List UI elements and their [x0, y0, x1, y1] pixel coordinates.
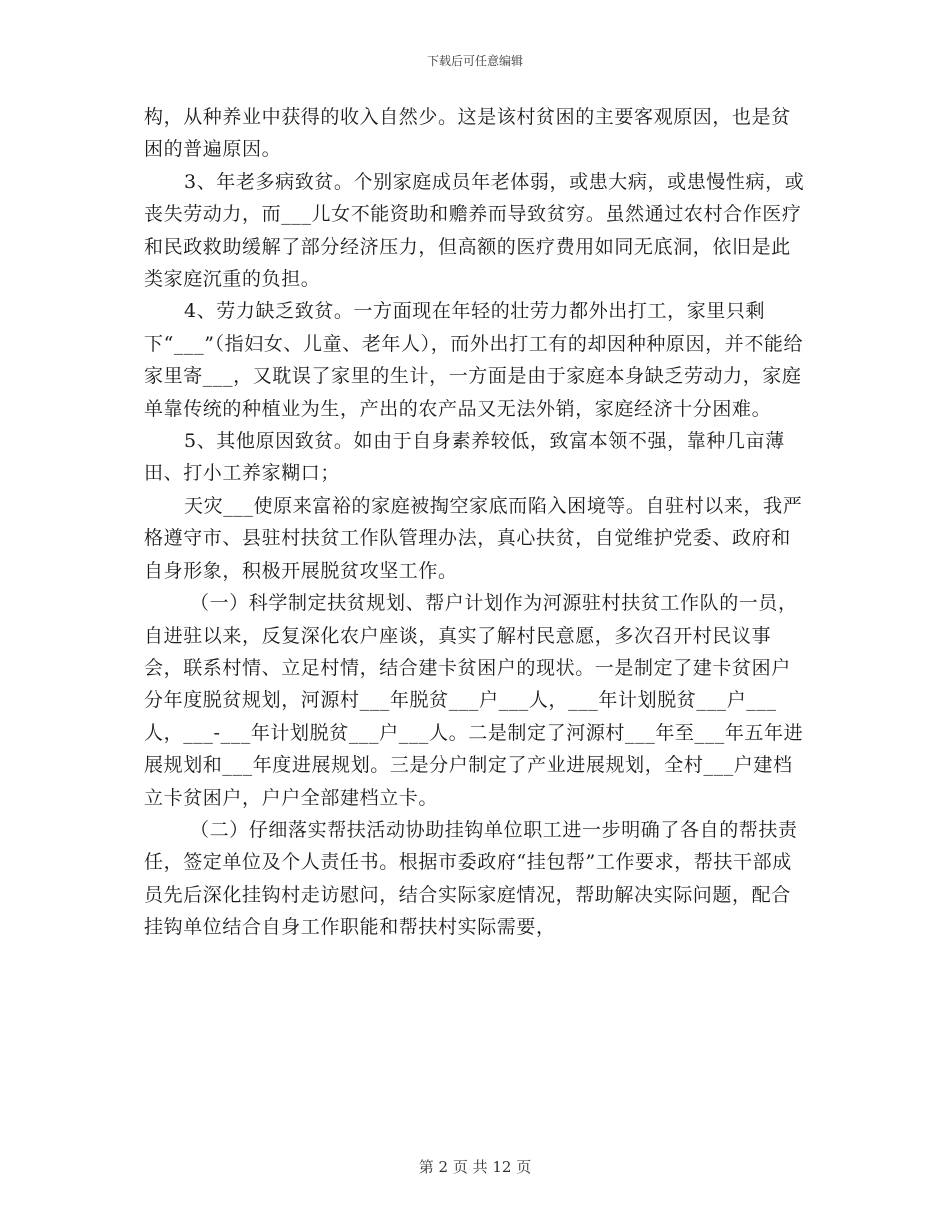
paragraph-elderly-illness: 3、年老多病致贫。个别家庭成员年老体弱，或患大病，或患慢性病，或丧失劳动力，而___儿女不能资助和赡养而导致贫穷。虽然通过农村合作医疗和民政救助缓解了部分经济压力，但高额的医疗费用如同无底洞，依旧是此类家庭沉重的负担。 — [144, 170, 805, 291]
paragraph-section-one: （一）科学制定扶贫规划、帮户计划作为河源驻村扶贫工作队的一员，自进驻以来，反复深化农户座谈，真实了解村民意愿，多次召开村民议事会，联系村情、立足村情，结合建卡贫困户的现状。一是制定了建卡贫困户分年度脱贫规划，河源村___年脱贫___户___人，___年计划脱贫___户___人，___-___年计划脱贫___户___人。二是制定了河源村___年至___年五年进展规划和___年度进展规划。三是分户制定了产业进展规划，全村___户建档立卡贫困户，户户全部建档立卡。 — [144, 592, 804, 809]
document-body — [144, 101, 809, 944]
page-number: 第 2 页 共 12 页 — [418, 1158, 532, 1176]
paragraph-continuation: 构，从种养业中获得的收入自然少。这是该村贫困的主要客观原因，也是贫困的普遍原因。 — [144, 106, 791, 161]
page-header-note: 下载后可任意编辑 — [426, 54, 523, 68]
paragraph-disaster-work: 天灾___使原来富裕的家庭被掏空家底而陷入困境等。自驻村以来，我严格遵守市、县驻村扶贫工作队管理办法，真心扶贫，自觉维护党委、政府和自身形象，积极开展脱贫攻坚工作。 — [144, 494, 803, 582]
paragraph-other-causes: 5、其他原因致贫。如由于自身素养较低，致富本领不强，靠种几亩薄田、打小工养家糊口； — [144, 430, 785, 485]
paragraph-section-two: （二）仔细落实帮扶活动协助挂钩单位职工进一步明确了各自的帮扶责任，签定单位及个人责任书。根据市委政府“挂包帮”工作要求，帮扶干部成员先后深化挂钩村走访慰问，结合实际家庭情况，帮助解决实际问题，配合挂钩单位结合自身工作职能和帮扶村实际需要， — [144, 818, 798, 939]
paragraph-labor-shortage: 4、劳力缺乏致贫。一方面现在年轻的壮劳力都外出打工，家里只剩下“___”（指妇女、儿童、老年人），而外出打工有的却因种种原因，并不能给家里寄___，又耽误了家里的生计，一方面是由于家庭本身缺乏劳动力，家庭单靠传统的种植业为生，产出的农产品又无法外销，家庭经济十分困难。 — [144, 300, 804, 420]
